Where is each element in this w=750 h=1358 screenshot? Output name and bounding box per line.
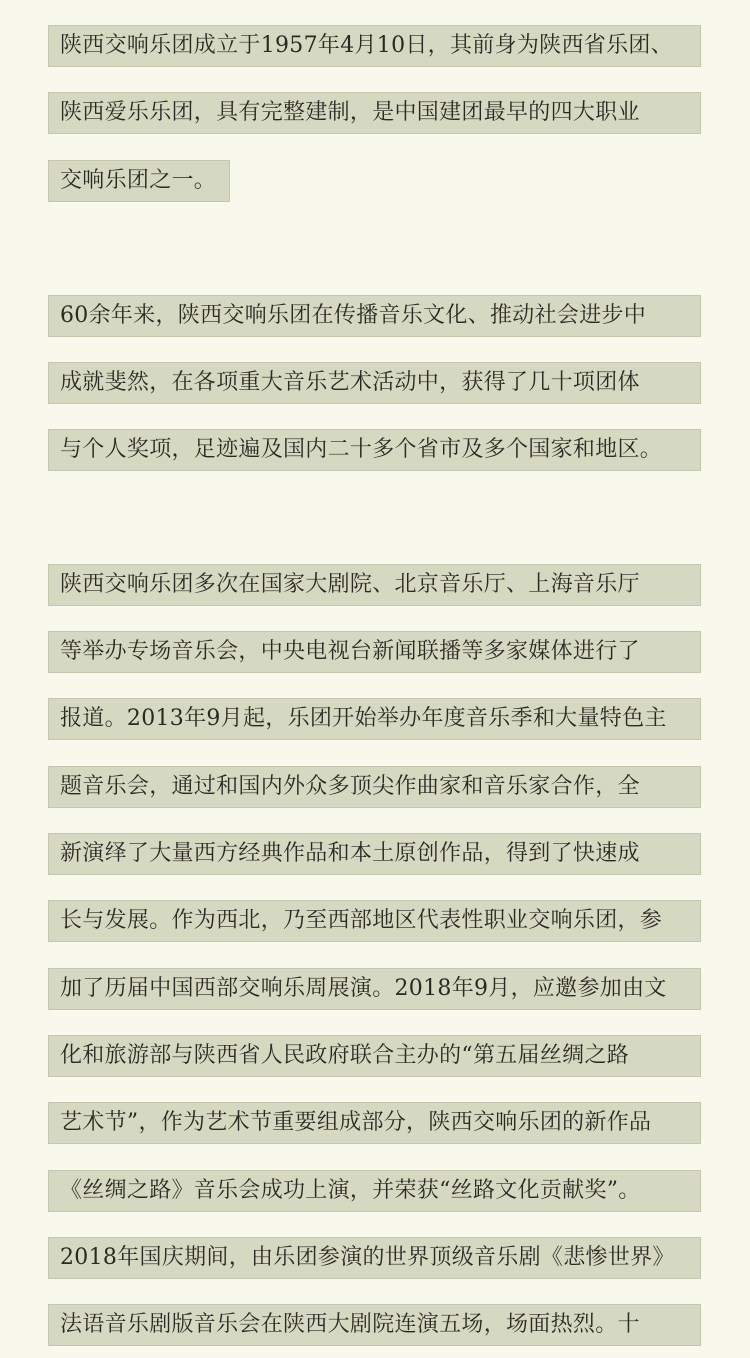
text-line: 新演绎了大量西方经典作品和本土原创作品，得到了快速成 (48, 833, 701, 875)
text-line: 陕西交响乐团多次在国家大剧院、北京音乐厅、上海音乐厅 (48, 564, 701, 606)
text-line: 与个人奖项，足迹遍及国内二十多个省市及多个国家和地区。 (48, 429, 701, 471)
text-line: 加了历届中国西部交响乐周展演。2018年9月，应邀参加由文 (48, 968, 701, 1010)
text-line: 交响乐团之一。 (48, 160, 230, 202)
text-line: 陕西交响乐团成立于1957年4月10日，其前身为陕西省乐团、 (48, 25, 701, 67)
text-line: 等举办专场音乐会，中央电视台新闻联播等多家媒体进行了 (48, 631, 701, 673)
text-line: 2018年国庆期间，由乐团参演的世界顶级音乐剧《悲惨世界》 (48, 1237, 701, 1279)
text-line: 化和旅游部与陕西省人民政府联合主办的“第五届丝绸之路 (48, 1035, 701, 1077)
text-line: 报道。2013年9月起，乐团开始举办年度音乐季和大量特色主 (48, 698, 701, 740)
text-line: 艺术节”，作为艺术节重要组成部分，陕西交响乐团的新作品 (48, 1102, 701, 1144)
text-line: 《丝绸之路》音乐会成功上演，并荣获“丝路文化贡献奖”。 (48, 1170, 701, 1212)
text-line: 陕西爱乐乐团，具有完整建制，是中国建团最早的四大职业 (48, 92, 701, 134)
text-line: 成就斐然，在各项重大音乐艺术活动中，获得了几十项团体 (48, 362, 701, 404)
text-line: 长与发展。作为西北，乃至西部地区代表性职业交响乐团，参 (48, 900, 701, 942)
text-line: 题音乐会，通过和国内外众多顶尖作曲家和音乐家合作，全 (48, 766, 701, 808)
text-line: 60余年来，陕西交响乐团在传播音乐文化、推动社会进步中 (48, 295, 701, 337)
text-line: 法语音乐剧版音乐会在陕西大剧院连演五场，场面热烈。十 (48, 1304, 701, 1346)
